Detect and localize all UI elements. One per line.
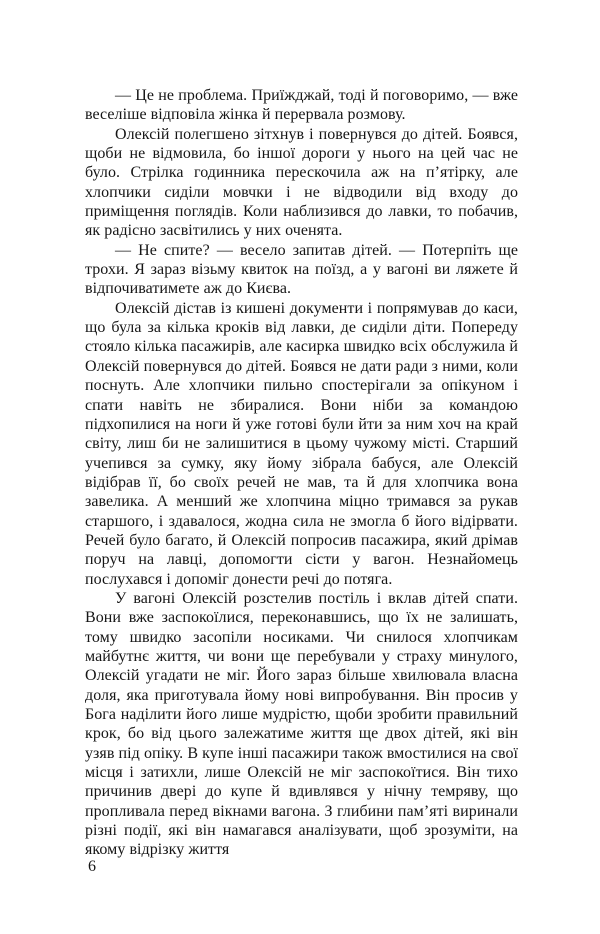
paragraph: — Не спите? — весело запитав дітей. — Потерпіть ще трохи. Я зараз візьму квиток на поїзд, а у вагоні ви ляжете й відпочиватимете аж до Києва. [85,241,518,298]
text-block [85,86,518,860]
page-number: 6 [88,858,96,875]
paragraph: Олексій дістав із кишені документи і попрямував до каси, що була за кілька кроків від лавки, де сиділи діти. Попереду стояло кілька пасажирів, але касирка швидко всіх обслужила й Олексій повернувся до дітей. Боявся не дати ради з ними, коли поснуть. Але хлопчики пильно спостерігали за опікуном і спати навіть не збиралися. Вони ніби за командою підхопилися на ноги й уже готові були йти за ним хоч на край світу, лиш би не залишитися в цьому чужому місті. Старший учепився за сумку, яку йому зібрала бабуся, але Олексій відібрав її, бо своїх речей не мав, та й для хлопчика вона завелика. А менший же хлопчина міцно тримався за рукав старшого, і здавалося, жодна сила не змогла б його відірвати. Речей було багато, й Олексій попросив пасажира, який дрімав поруч на лавці, допомогти сісти у вагон. Незнайомець послухався і допоміг донести речі до потяга. [85,299,518,588]
paragraph: — Це не проблема. Приїжджай, тоді й поговоримо, — вже веселіше відповіла жінка й перервала розмову. [85,87,518,124]
paragraph: Олексій полегшено зітхнув і повернувся до дітей. Боявся, щоби не відмовила, бо іншої дороги у нього на цей час не було. Стрілка годинника перескочила аж на п’ятірку, але хлопчики сиділи мовчки і не відводили від входу до приміщення поглядів. Коли наблизився до лавки, то побачив, як радісно засвітились у них оченята. [85,125,518,240]
paragraph: У вагоні Олексій розстелив постіль і вклав дітей спати. Вони вже заспокоїлися, переконавшись, що їх не залишать, тому швидко засопіли носиками. Чи снилося хлопчикам майбутнє життя, чи вони ще перебували у страху минулого, Олексій угадати не міг. Його зараз більше хвилювала власна доля, яка приготувала йому нові випробування. Він просив у Бога наділити його лише мудрістю, щоби зробити правильний крок, бо від цього залежатиме життя ще двох дітей, які він узяв під опіку. В купе інші пасажири також вмостилися на свої місця і затихли, лише Олексій не міг заспокоїтися. Він тихо причинив двері до купе й вдивлявся у нічну темряву, що пропливала перед вікнами вагона. З глибини пам’яті виринали різні події, які він намагався аналізувати, щоб зрозуміти, на якому відрізку життя [85,589,518,859]
